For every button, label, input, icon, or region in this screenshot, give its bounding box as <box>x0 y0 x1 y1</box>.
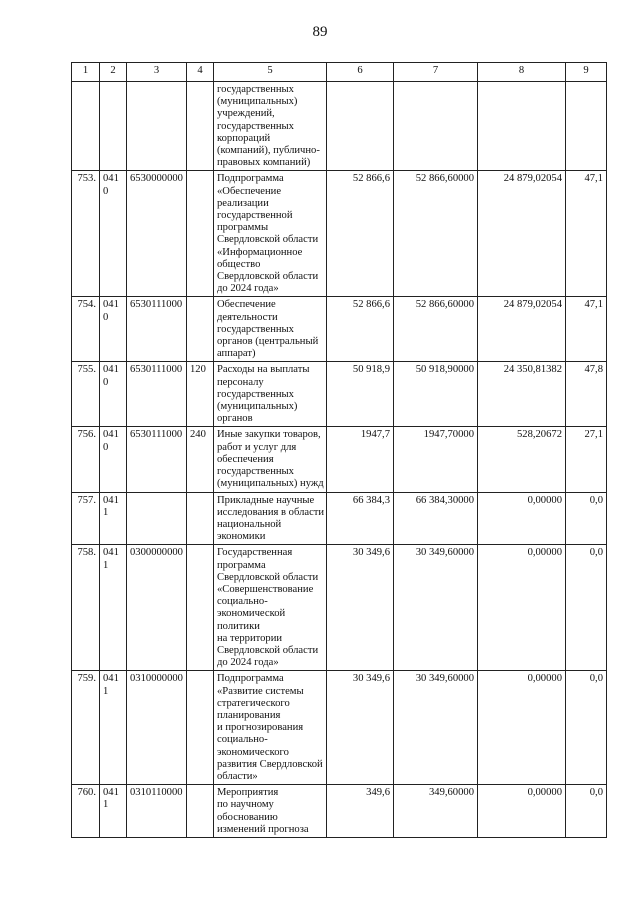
item-name-line: Свердловской области <box>217 644 319 656</box>
section-code-cell <box>100 82 127 171</box>
table-row <box>72 785 607 838</box>
item-name-line: органов <box>217 413 253 425</box>
item-name-line: планирования <box>217 709 281 721</box>
item-name-line: корпораций <box>217 132 271 144</box>
executed-amount-cell <box>478 82 566 171</box>
item-name-line: реализации <box>217 197 269 209</box>
item-name-cell <box>214 297 327 362</box>
item-name-line: (муниципальных) <box>217 401 298 413</box>
plan-amount-cell: 50 918,9 <box>327 362 394 427</box>
row-number-cell: 753. <box>72 171 100 297</box>
column-header: 4 <box>187 63 214 82</box>
executed-amount-cell: 528,20672 <box>478 427 566 492</box>
row-number-cell: 760. <box>72 785 100 838</box>
item-name-line: Подпрограмма <box>217 173 284 185</box>
item-name-line: (муниципальных) нужд <box>217 478 324 490</box>
table-header-row <box>72 63 607 82</box>
item-name-line: обоснованию <box>217 811 278 823</box>
column-header: 6 <box>327 63 394 82</box>
item-name-line: государственных <box>217 466 294 478</box>
item-name-line: исследования в области <box>217 506 325 518</box>
refined-amount-cell: 30 349,60000 <box>394 671 478 785</box>
item-name-line: социально- <box>217 596 268 608</box>
column-header: 9 <box>566 63 607 82</box>
item-name-line: программы <box>217 222 269 234</box>
item-name-line: по научному <box>217 799 274 811</box>
row-number-cell: 756. <box>72 427 100 492</box>
item-name-line: Прикладные научные <box>217 494 315 506</box>
item-name-line: экономического <box>217 746 289 758</box>
target-article-cell: 6530111000 <box>127 297 187 362</box>
expense-type-cell <box>187 297 214 362</box>
percent-cell: 0,0 <box>566 545 607 671</box>
table-body <box>72 82 607 838</box>
column-header: 5 <box>214 63 327 82</box>
table-row <box>72 427 607 492</box>
section-code-cell: 0411 <box>100 492 127 545</box>
item-name-cell <box>214 671 327 785</box>
item-name-line: на территории <box>217 632 283 644</box>
table-row <box>72 297 607 362</box>
expense-type-cell <box>187 545 214 671</box>
item-name-line: Подпрограмма <box>217 673 284 685</box>
item-name-line: (муниципальных) <box>217 96 298 108</box>
expense-type-cell <box>187 671 214 785</box>
item-name-line: обеспечения <box>217 453 274 465</box>
executed-amount-cell: 0,00000 <box>478 492 566 545</box>
executed-amount-cell: 0,00000 <box>478 671 566 785</box>
item-name-line: «Развитие системы <box>217 685 304 697</box>
item-name-line: до 2024 года» <box>217 283 279 295</box>
item-name-line: экономической <box>217 608 286 620</box>
percent-cell: 47,1 <box>566 171 607 297</box>
percent-cell: 0,0 <box>566 671 607 785</box>
plan-amount-cell: 30 349,6 <box>327 671 394 785</box>
percent-cell: 0,0 <box>566 492 607 545</box>
section-code-cell: 0411 <box>100 671 127 785</box>
row-number-cell: 757. <box>72 492 100 545</box>
table-row <box>72 82 607 171</box>
table-row <box>72 492 607 545</box>
refined-amount-cell: 50 918,90000 <box>394 362 478 427</box>
item-name-cell <box>214 427 327 492</box>
percent-cell: 27,1 <box>566 427 607 492</box>
plan-amount-cell: 66 384,3 <box>327 492 394 545</box>
budget-table <box>71 62 607 838</box>
plan-amount-cell: 1947,7 <box>327 427 394 492</box>
item-name-cell <box>214 492 327 545</box>
item-name-line: государственной <box>217 210 293 222</box>
table-row <box>72 362 607 427</box>
column-header: 2 <box>100 63 127 82</box>
item-name-line: «Обеспечение <box>217 185 282 197</box>
refined-amount-cell: 52 866,60000 <box>394 171 478 297</box>
target-article-cell <box>127 82 187 171</box>
target-article-cell: 6530111000 <box>127 427 187 492</box>
target-article-cell: 0300000000 <box>127 545 187 671</box>
column-header: 3 <box>127 63 187 82</box>
item-name-line: «Совершенствование <box>217 583 314 595</box>
refined-amount-cell <box>394 82 478 171</box>
item-name-line: государственных <box>217 323 294 335</box>
item-name-cell <box>214 362 327 427</box>
item-name-line: национальной <box>217 518 282 530</box>
item-name-line: Свердловской области <box>217 271 319 283</box>
item-name-line: развития Свердловской <box>217 758 323 770</box>
item-name-line: государственных <box>217 388 294 400</box>
item-name-line: Иные закупки товаров, <box>217 429 321 441</box>
section-code-cell: 0410 <box>100 297 127 362</box>
executed-amount-cell: 24 350,81382 <box>478 362 566 427</box>
item-name-line: стратегического <box>217 697 290 709</box>
item-name-line: «Информационное <box>217 246 303 258</box>
percent-cell: 47,8 <box>566 362 607 427</box>
table-row <box>72 171 607 297</box>
target-article-cell <box>127 492 187 545</box>
item-name-cell <box>214 82 327 171</box>
plan-amount-cell: 30 349,6 <box>327 545 394 671</box>
item-name-line: изменений прогноза <box>217 823 309 835</box>
target-article-cell: 6530111000 <box>127 362 187 427</box>
item-name-line: аппарат) <box>217 348 256 360</box>
item-name-line: Обеспечение <box>217 299 276 311</box>
item-name-line: Расходы на выплаты <box>217 364 310 376</box>
page-number: 89 <box>312 24 328 40</box>
item-name-line: персоналу <box>217 376 264 388</box>
column-header: 1 <box>72 63 100 82</box>
item-name-cell <box>214 785 327 838</box>
item-name-line: Свердловской области <box>217 234 319 246</box>
percent-cell: 0,0 <box>566 785 607 838</box>
refined-amount-cell: 30 349,60000 <box>394 545 478 671</box>
plan-amount-cell: 349,6 <box>327 785 394 838</box>
item-name-cell <box>214 545 327 671</box>
item-name-line: (компаний), публично- <box>217 145 320 157</box>
item-name-line: до 2024 года» <box>217 657 279 669</box>
item-name-cell <box>214 171 327 297</box>
executed-amount-cell: 24 879,02054 <box>478 297 566 362</box>
refined-amount-cell: 66 384,30000 <box>394 492 478 545</box>
item-name-line: государственных <box>217 84 294 95</box>
executed-amount-cell: 0,00000 <box>478 545 566 671</box>
item-name-line: Мероприятия <box>217 787 279 799</box>
section-code-cell: 0410 <box>100 427 127 492</box>
row-number-cell: 758. <box>72 545 100 671</box>
refined-amount-cell: 1947,70000 <box>394 427 478 492</box>
executed-amount-cell: 0,00000 <box>478 785 566 838</box>
row-number-cell: 755. <box>72 362 100 427</box>
executed-amount-cell: 24 879,02054 <box>478 171 566 297</box>
item-name-line: правовых компаний) <box>217 157 311 169</box>
item-name-line: программа <box>217 559 266 571</box>
refined-amount-cell: 52 866,60000 <box>394 297 478 362</box>
target-article-cell: 6530000000 <box>127 171 187 297</box>
item-name-line: деятельности <box>217 311 278 323</box>
target-article-cell: 0310000000 <box>127 671 187 785</box>
plan-amount-cell <box>327 82 394 171</box>
item-name-line: государственных <box>217 120 294 132</box>
plan-amount-cell: 52 866,6 <box>327 171 394 297</box>
expense-type-cell <box>187 171 214 297</box>
percent-cell <box>566 82 607 171</box>
item-name-line: Государственная <box>217 547 293 559</box>
expense-type-cell <box>187 82 214 171</box>
expense-type-cell <box>187 785 214 838</box>
section-code-cell: 0410 <box>100 171 127 297</box>
column-header: 7 <box>394 63 478 82</box>
section-code-cell: 0411 <box>100 785 127 838</box>
row-number-cell: 759. <box>72 671 100 785</box>
row-number-cell <box>72 82 100 171</box>
item-name-line: социально- <box>217 734 268 746</box>
refined-amount-cell: 349,60000 <box>394 785 478 838</box>
column-header: 8 <box>478 63 566 82</box>
item-name-line: политики <box>217 620 260 632</box>
item-name-line: экономики <box>217 531 266 543</box>
table-row <box>72 545 607 671</box>
item-name-line: Свердловской области <box>217 571 319 583</box>
item-name-line: общество <box>217 258 261 270</box>
row-number-cell: 754. <box>72 297 100 362</box>
plan-amount-cell: 52 866,6 <box>327 297 394 362</box>
section-code-cell: 0410 <box>100 362 127 427</box>
expense-type-cell: 240 <box>187 427 214 492</box>
table-row <box>72 671 607 785</box>
item-name-line: и прогнозирования <box>217 722 304 734</box>
expense-type-cell: 120 <box>187 362 214 427</box>
percent-cell: 47,1 <box>566 297 607 362</box>
target-article-cell: 0310110000 <box>127 785 187 838</box>
item-name-line: работ и услуг для <box>217 441 297 453</box>
item-name-line: области» <box>217 770 258 782</box>
section-code-cell: 0411 <box>100 545 127 671</box>
item-name-line: учреждений, <box>217 108 275 120</box>
expense-type-cell <box>187 492 214 545</box>
item-name-line: органов (центральный <box>217 336 319 348</box>
